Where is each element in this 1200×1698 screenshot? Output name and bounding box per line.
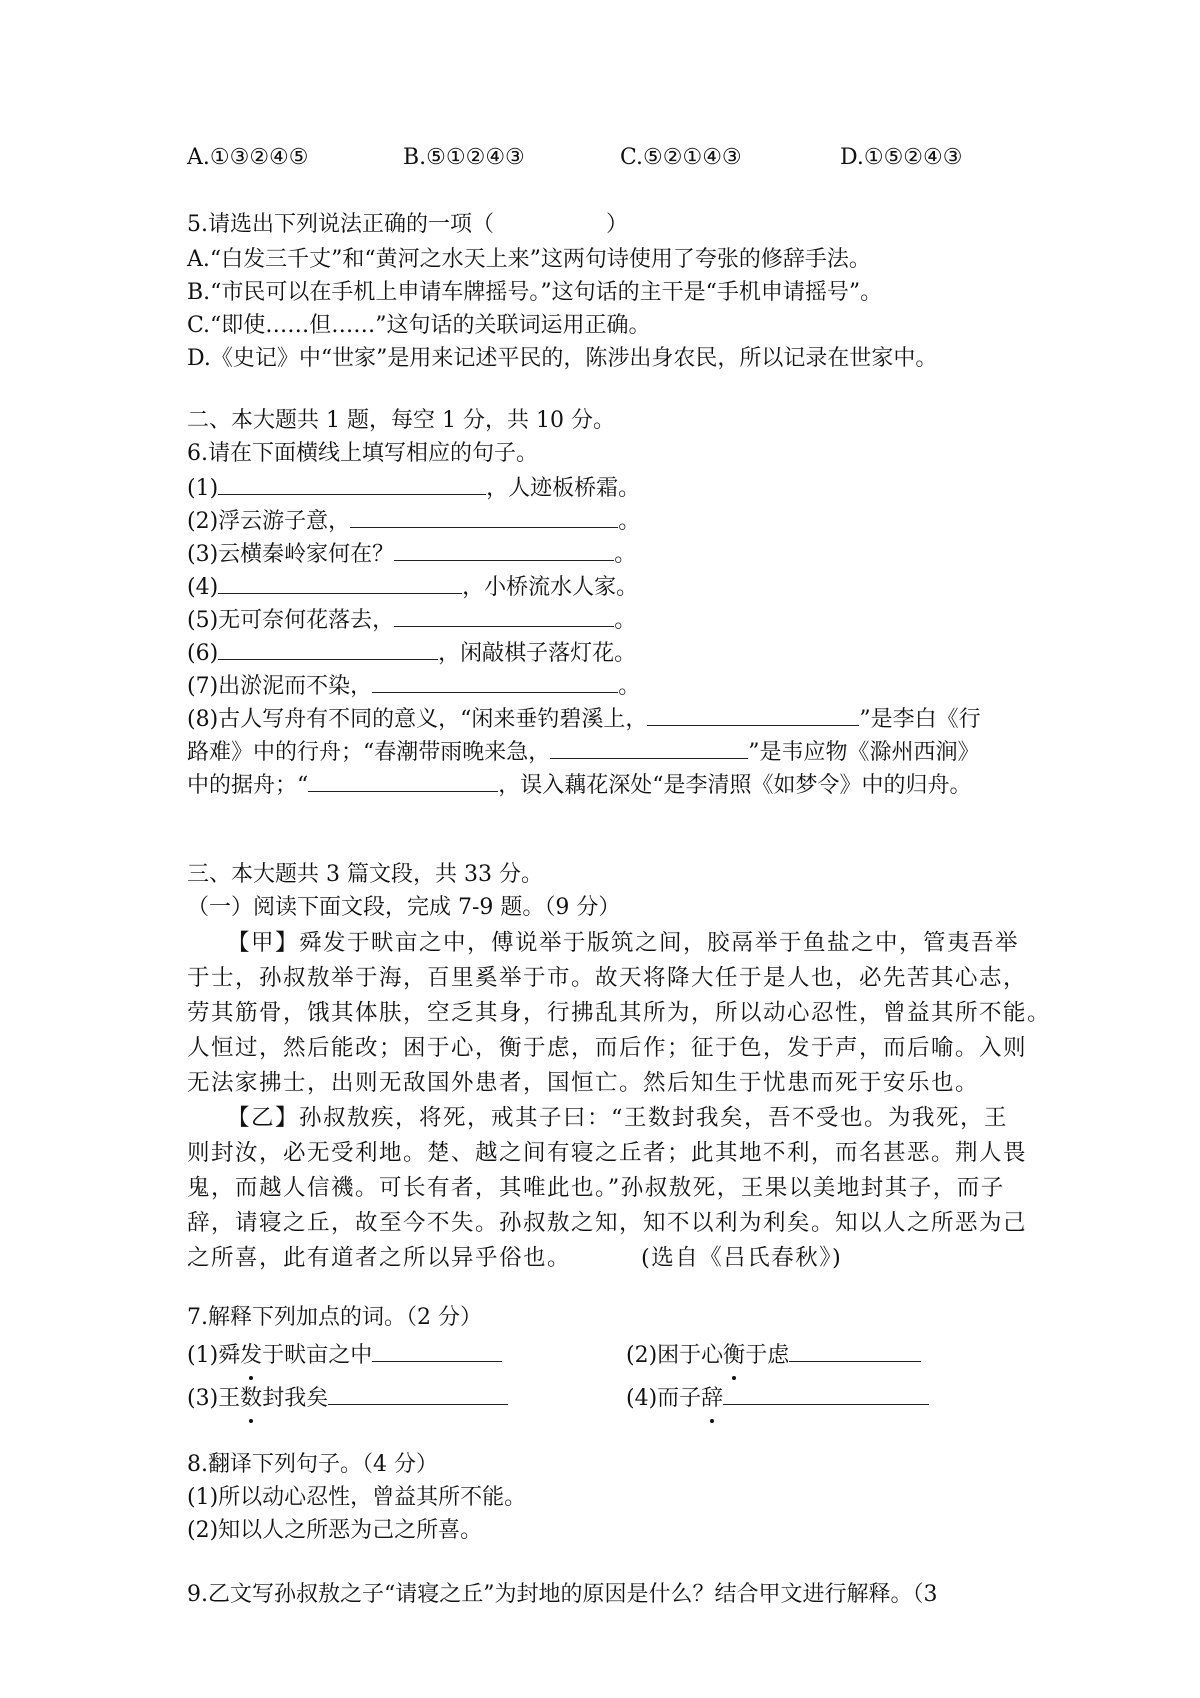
item-after: 。: [614, 542, 637, 567]
q8-item-2: (2)知以人之所恶为己之所喜。: [187, 1518, 483, 1543]
section3-header: 三、本大题共 3 篇文段，共 33 分。: [187, 862, 543, 887]
passage-jia-line: 于士，孙叔敖举于海，百里奚举于市。故天将降大任于是人也，必先苦其心志，: [187, 965, 1028, 991]
q8-item-1: (1)所以动心忍性，曾益其所不能。: [187, 1485, 527, 1510]
q7-text: 封我矣: [262, 1386, 329, 1411]
answer-blank[interactable]: [308, 767, 498, 792]
item-before: 出淤泥而不染，: [218, 674, 373, 699]
q7-text: (2)困于心: [626, 1343, 724, 1368]
item-number: (6): [187, 641, 219, 666]
q6-item-1: [187, 470, 640, 506]
answer-blank[interactable]: [218, 470, 486, 495]
q9-stem: 9.乙文写孙叔敖之子“请寝之丘”为封地的原因是什么？结合甲文进行解释。（3: [187, 1582, 938, 1607]
item8-text: 路难》中的行舟；“春潮带雨晚来急，: [187, 740, 551, 765]
q4-option-c: C.⑤②①④③: [620, 145, 742, 170]
dotted-char: 辞: [701, 1382, 723, 1416]
q7-stem: 7.解释下列加点的词。（2 分）: [187, 1305, 482, 1330]
item-after: 。: [618, 674, 641, 699]
passage-jia-line: 劳其筋骨，饿其体肤，空乏其身，行拂乱其所为，所以动心忍性，曾益其所不能。: [187, 1000, 1052, 1026]
q7-text: (4)而子: [626, 1386, 702, 1411]
q7-item-1: [187, 1337, 502, 1373]
q4-option-a: A.①③②④⑤: [187, 145, 309, 170]
q7-text: 于畎亩之中: [262, 1343, 373, 1368]
passage-yi-line: 辞，请寝之丘，故至今不失。孙叔敖之知，知不以利为利矣。知以人之所恶为己: [187, 1210, 1028, 1236]
item8-text: 中的据舟；“: [187, 773, 309, 798]
item-number: (3): [187, 542, 219, 567]
q5-option-b: B.“市民可以在手机上申请车牌摇号。”这句话的主干是“手机申请摇号”。: [187, 280, 883, 305]
q8-stem: 8.翻译下列句子。（4 分）: [187, 1452, 438, 1477]
dotted-char: 发: [240, 1339, 262, 1373]
answer-blank[interactable]: [394, 536, 614, 561]
dotted-char: 数: [240, 1382, 262, 1416]
q5-stem: [187, 208, 628, 242]
q7-text: (3)王: [187, 1386, 241, 1411]
item-number: (7): [187, 674, 219, 699]
item-before: 浮云游子意，: [218, 509, 351, 534]
passage-yi-last: 之所喜，此有道者之所以异乎俗也。: [187, 1245, 572, 1271]
q7-item-3: [187, 1380, 508, 1416]
q6-item-3: [187, 536, 636, 572]
passage-jia-line: 人恒过，然后能改；困于心，衡于虑，而后作；征于色，发于声，而后喻。入则: [187, 1035, 1028, 1061]
q5-option-d: D.《史记》中“世家”是用来记述平民的，陈涉出身农民，所以记录在世家中。: [187, 346, 938, 371]
q6-item-8-line2: [187, 734, 980, 770]
item-number: (2): [187, 509, 219, 534]
dotted-char: 衡: [723, 1339, 745, 1373]
item-after: ，人迹板桥霜。: [486, 476, 641, 501]
q7-text: 于虑: [745, 1343, 790, 1368]
answer-blank[interactable]: [350, 503, 618, 528]
answer-blank[interactable]: [372, 668, 618, 693]
item8-text: ，误入藕花深处“是李清照《如梦令》中的归舟。: [498, 773, 972, 798]
answer-blank[interactable]: [550, 734, 748, 759]
section2-header: 二、本大题共 1 题，每空 1 分，共 10 分。: [187, 408, 615, 433]
item-before: 无可奈何花落去，: [218, 608, 395, 633]
q7-text: (1)舜: [187, 1343, 241, 1368]
item-after: ，闲敲棋子落灯花。: [438, 641, 637, 666]
q5-stem-close: ）: [606, 212, 629, 237]
q6-item-2: [187, 503, 640, 539]
item-after: 。: [618, 509, 641, 534]
answer-blank[interactable]: [647, 701, 859, 726]
q5-option-a: A.“白发三千丈”和“黄河之水天上来”这两句诗使用了夸张的修辞手法。: [187, 247, 871, 272]
passage-jia-line: 【甲】舜发于畎亩之中，傅说举于版筑之间，胶鬲举于鱼盐之中，管夷吾举: [227, 930, 1020, 956]
q6-item-8-line1: [187, 701, 981, 737]
answer-blank[interactable]: [372, 1337, 502, 1362]
item-after: ，小桥流水人家。: [462, 575, 639, 600]
passage-source: (选自《吕氏春秋》): [641, 1245, 843, 1271]
answer-blank[interactable]: [789, 1337, 921, 1362]
answer-blank[interactable]: [394, 602, 614, 627]
answer-blank[interactable]: [218, 569, 462, 594]
q6-item-8-line3: [187, 767, 972, 803]
passage-jia-line: 无法家拂士，出则无敌国外患者，国恒亡。然后知生于忧患而死于安乐也。: [187, 1070, 980, 1096]
item-number: (5): [187, 608, 219, 633]
q6-item-6: [187, 635, 636, 671]
answer-blank[interactable]: [328, 1380, 508, 1405]
q7-item-2: [626, 1337, 921, 1373]
item-before: 云横秦岭家何在？: [218, 542, 395, 567]
item8-text: ”是韦应物《滁州西涧》: [748, 740, 980, 765]
passage-yi-line: 鬼，而越人信禨。可长有者，其唯此也。”孙叔敖死，王果以美地封其子，而子: [187, 1175, 1005, 1201]
item8-text: ”是李白《行: [859, 707, 981, 732]
q6-item-7: [187, 668, 640, 704]
item8-text: (8)古人写舟有不同的意义，“闲来垂钓碧溪上，: [187, 707, 648, 732]
q4-option-b: B.⑤①②④③: [403, 145, 525, 170]
q6-item-4: [187, 569, 638, 605]
q5-stem-text: 5.请选出下列说法正确的一项（: [187, 212, 494, 237]
item-after: 。: [614, 608, 637, 633]
passage-yi-line: 则封汝，必无受利地。楚、越之间有寝之丘者；此其地不利，而名甚恶。荆人畏: [187, 1140, 1028, 1166]
answer-blank[interactable]: [218, 635, 438, 660]
q6-stem: 6.请在下面横线上填写相应的句子。: [187, 441, 538, 466]
item-number: (4): [187, 575, 219, 600]
passage-yi-line: 【乙】孙叔敖疾，将死，戒其子曰：“王数封我矣，吾不受也。为我死，王: [227, 1105, 1009, 1131]
q6-item-5: [187, 602, 636, 638]
passage-yi-line: [187, 1241, 842, 1275]
q7-item-4: [626, 1380, 929, 1416]
q5-option-c: C.“即使……但……”这句话的关联词运用正确。: [187, 313, 651, 338]
q4-option-d: D.①⑤②④③: [840, 145, 963, 170]
answer-blank[interactable]: [723, 1380, 929, 1405]
section3-sub1: （一）阅读下面文段，完成 7-9 题。（9 分）: [187, 895, 621, 920]
item-number: (1): [187, 476, 219, 501]
